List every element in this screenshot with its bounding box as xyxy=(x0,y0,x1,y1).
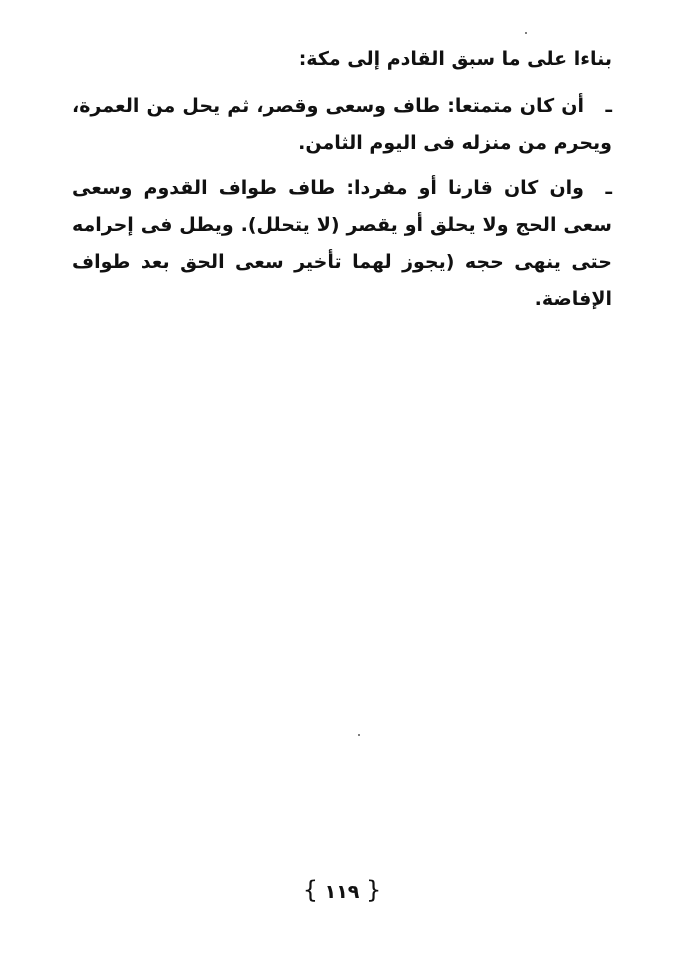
list-item-text: وان كان قارنا أو مفردا: طاف طواف القدوم وسعى سعى الحج ولا يحلق أو يقصر (لا يتحلل). ويطل فى إحرامه حتى ينهى حجه (يجوز لهما تأخير سعى الحق بعد طواف الإفاضة. xyxy=(72,177,612,310)
list-item-text: أن كان متمتعا: طاف وسعى وقصر، ثم يحل من العمرة، ويحرم من منزله فى اليوم الثامن. xyxy=(72,95,612,154)
list-item xyxy=(72,170,612,318)
page-number xyxy=(0,876,684,904)
bullet-dash: ـ xyxy=(605,95,612,117)
bullet-dash: ـ xyxy=(605,177,612,199)
list-item xyxy=(72,88,612,162)
scan-speck xyxy=(358,734,360,736)
page-number-close-brace: } xyxy=(366,876,382,904)
section-heading: بناءا على ما سبق القادم إلى مكة: xyxy=(298,48,612,70)
page-number-open-brace: { xyxy=(302,876,318,904)
scan-speck xyxy=(525,32,527,34)
page-number-value: ١١٩ xyxy=(324,881,360,903)
